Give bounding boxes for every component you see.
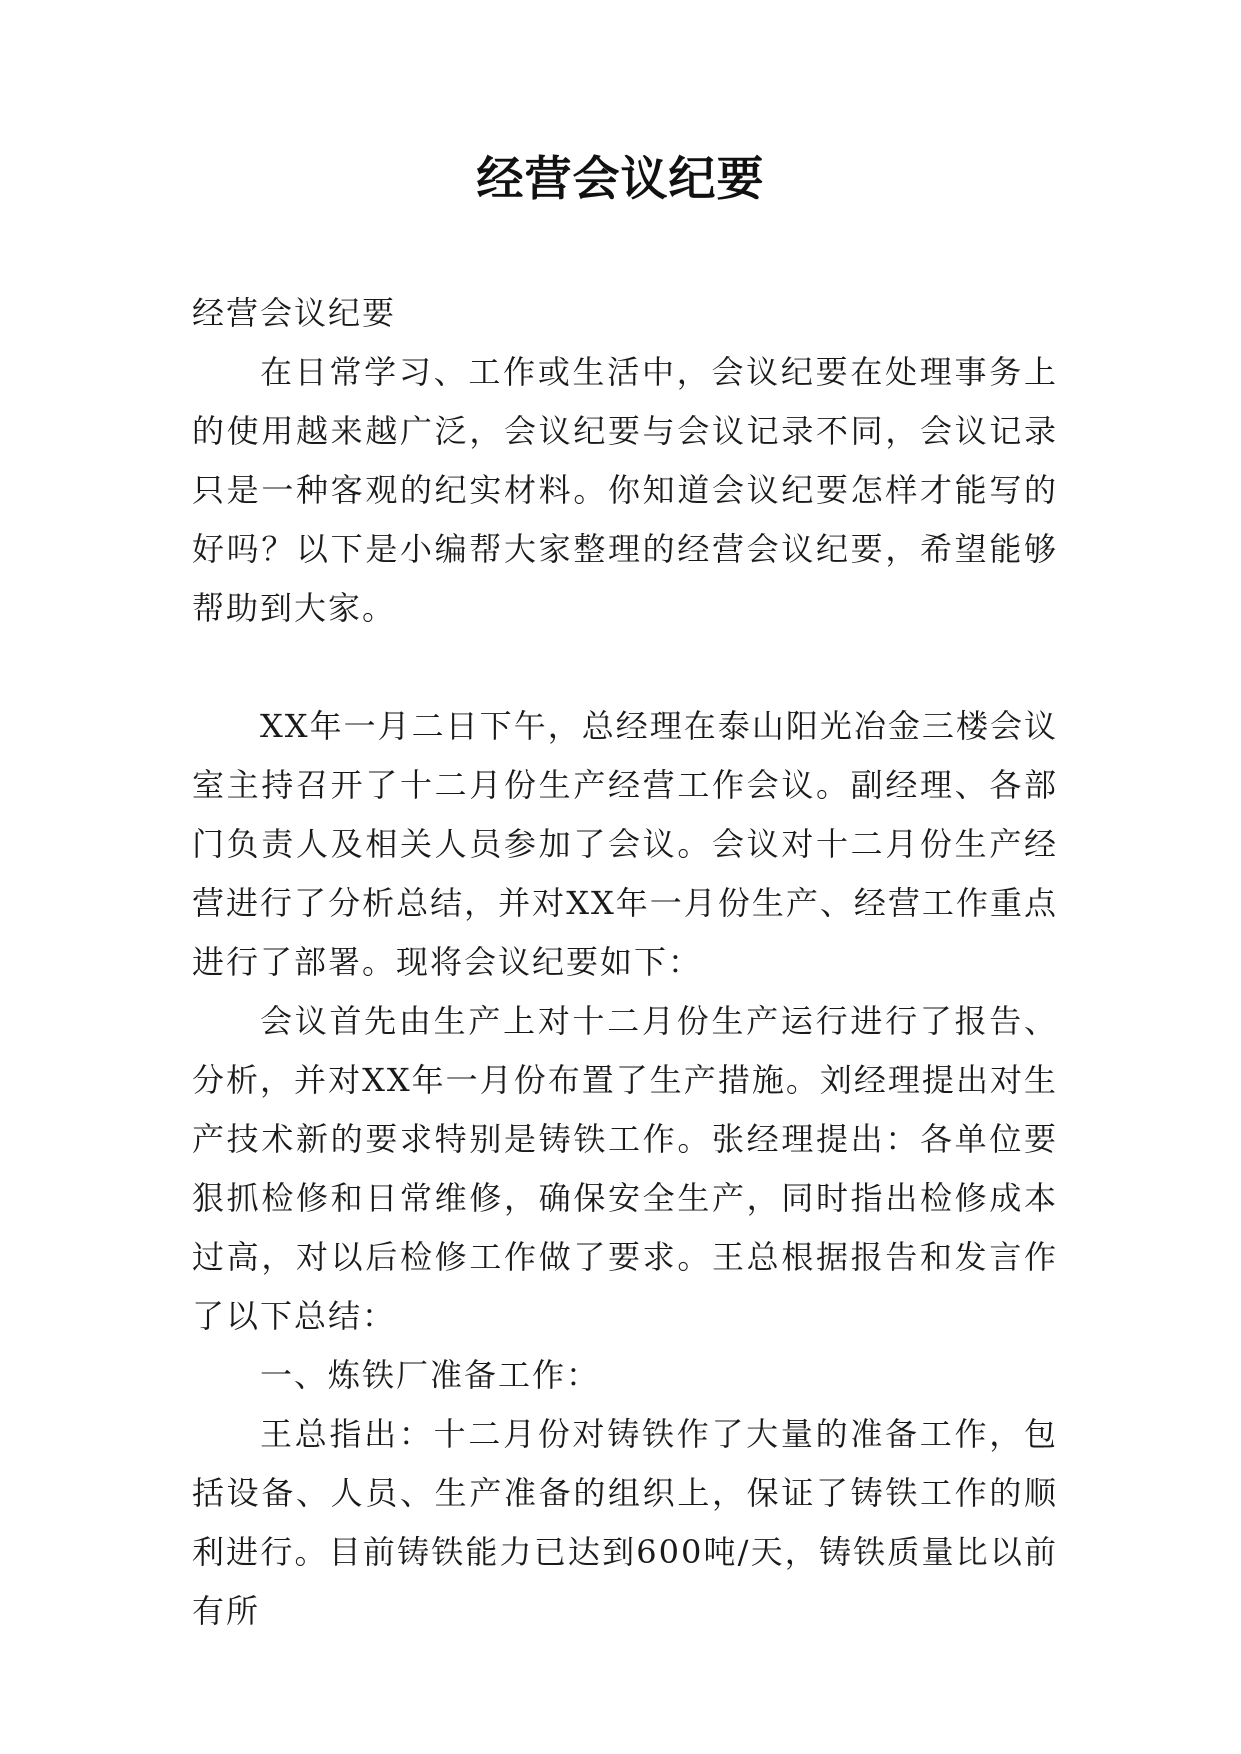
intro-paragraph: 在日常学习、工作或生活中，会议纪要在处理事务上的使用越来越广泛，会议纪要与会议记录不同，会议记录只是一种客观的纪实材料。你知道会议纪要怎样才能写的好吗？以下是小编帮大家整理的经营会议纪要，希望能够帮助到大家。 xyxy=(192,353,1058,627)
ironworks-paragraph: 王总指出：十二月份对铸铁作了大量的准备工作，包括设备、人员、生产准备的组织上，保证了铸铁工作的顺利进行。目前铸铁能力已达到600吨/天，铸铁质量比以前有所 xyxy=(192,1415,1058,1630)
paragraph-spacer xyxy=(192,638,1058,697)
meeting-report-paragraph: 会议首先由生产上对十二月份生产运行进行了报告、分析，并对XX年一月份布置了生产措施。刘经理提出对生产技术新的要求特别是铸铁工作。张经理提出：各单位要狠抓检修和日常维修，确保安全生产，同时指出检修成本过高，对以后检修工作做了要求。王总根据报告和发言作了以下总结： xyxy=(192,1002,1058,1335)
document-title: 经营会议纪要 xyxy=(476,152,765,207)
section-heading-ironworks: 一、炼铁厂准备工作： xyxy=(260,1356,601,1394)
meeting-overview-paragraph: XX年一月二日下午，总经理在泰山阳光冶金三楼会议室主持召开了十二月份生产经营工作会议。副经理、各部门负责人及相关人员参加了会议。会议对十二月份生产经营进行了分析总结，并对XX年一月份生产、经营工作重点进行了部署。现将会议纪要如下： xyxy=(192,707,1058,981)
document-subtitle: 经营会议纪要 xyxy=(192,294,397,332)
document-body xyxy=(192,284,1058,1641)
